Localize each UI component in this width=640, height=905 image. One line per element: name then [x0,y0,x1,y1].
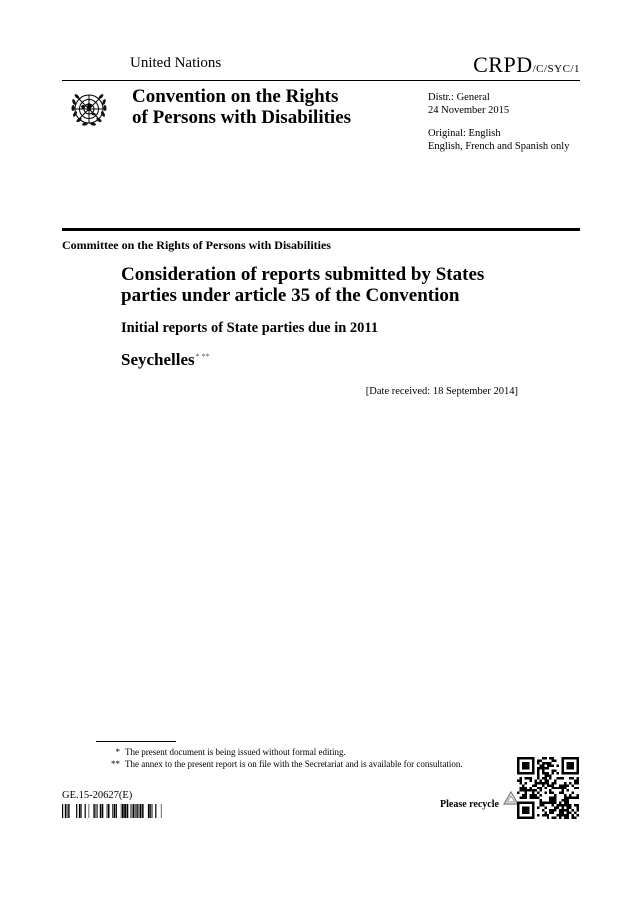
document-symbol-suffix: /C/SYC/1 [532,63,580,75]
document-symbol [473,52,580,78]
document-heading-line2: parties under article 35 of the Convention [121,285,460,306]
organization-name: United Nations [130,55,222,71]
distribution-info [428,91,569,153]
date-received: [Date received: 18 September 2014] [365,386,518,397]
document-symbol-main: CRPD [473,52,533,77]
issue-date: 24 November 2015 [428,105,510,116]
document-heading-line1: Consideration of reports submitted by States [121,264,485,285]
header-divider [62,80,580,81]
footnote-text: The annex to the present report is on file with the Secretariat and is available for consultation. [125,758,463,769]
footnote-text: The present document is being issued without formal editing. [125,747,346,757]
un-emblem-icon [64,84,114,134]
committee-name: Committee on the Rights of Persons with Disabilities [62,238,331,252]
country-name [121,350,210,370]
recycle-label: Please recycle [440,799,499,810]
convention-title-line1: Convention on the Rights [132,86,339,107]
original-language: Original: English [428,128,501,139]
header-rule [62,228,580,231]
country-label: Seychelles [121,350,195,369]
footnote-mark: ** [111,758,120,769]
qr-code [517,757,579,819]
document-heading [121,264,484,306]
footnote-markers: * ** [195,352,210,361]
distribution-label: Distr.: General [428,92,490,103]
convention-title-line2: of Persons with Disabilities [132,107,352,128]
document-subheading: Initial reports of State parties due in 2011 [121,320,379,336]
footnote [100,747,463,759]
footnote-divider [96,741,176,742]
footnotes [100,747,463,770]
footnote-mark: * [115,747,120,757]
document-number: GE.15-20627(E) [62,790,133,801]
available-languages: English, French and Spanish only [428,141,570,152]
convention-title [132,86,351,128]
footnote [100,759,463,771]
barcode [62,804,162,818]
